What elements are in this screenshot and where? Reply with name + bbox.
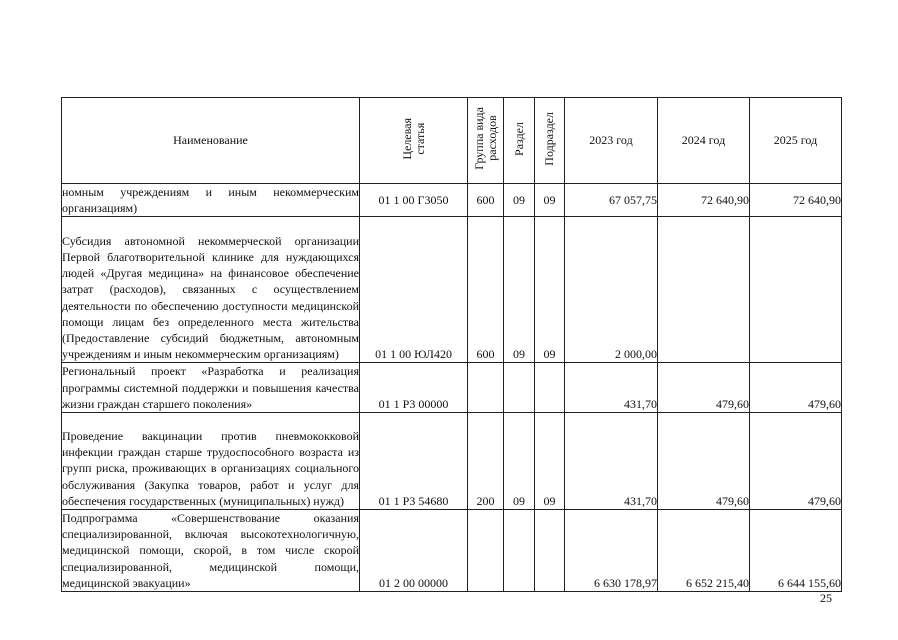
table-row <box>62 217 842 363</box>
row-name: Подпрограмма «Совершенствование оказания специализированной, включая высокотехнологичную, медицинской помощи, скорой, в том числе скорой специализированной, медицинской помощи, медицинской эвакуации» <box>62 511 359 590</box>
row-2023: 6 630 178,97 <box>565 510 658 592</box>
row-2024: 479,60 <box>658 363 750 413</box>
row-2025: 479,60 <box>750 363 842 413</box>
header-section: Раздел <box>504 98 535 184</box>
header-name: Наименование <box>62 98 360 184</box>
row-subsection <box>535 363 565 413</box>
row-section <box>504 510 535 592</box>
row-code: 01 1 00 ЮЛ420 <box>360 217 468 363</box>
table-header-row <box>62 98 842 184</box>
header-2024: 2024 год <box>658 98 750 184</box>
row-2024: 6 652 215,40 <box>658 510 750 592</box>
row-2025 <box>750 217 842 363</box>
row-group: 600 <box>468 184 504 217</box>
table-row <box>62 510 842 592</box>
header-2023: 2023 год <box>565 98 658 184</box>
row-name: Проведение вакцинации против пневмококковой инфекции граждан старше трудоспособного возраста из групп риска, проживающих в организациях социального обслуживания (Закупка товаров, работ и услуг для обеспечения государственных (муниципальных) нужд) <box>62 413 360 510</box>
table-row <box>62 184 842 217</box>
row-code: 01 1 P3 54680 <box>360 413 468 510</box>
row-2025: 6 644 155,60 <box>750 510 842 592</box>
row-2024: 479,60 <box>658 413 750 510</box>
row-2023: 2 000,00 <box>565 217 658 363</box>
row-subsection: 09 <box>535 217 565 363</box>
row-2025: 479,60 <box>750 413 842 510</box>
row-2025: 72 640,90 <box>750 184 842 217</box>
row-2023: 431,70 <box>565 363 658 413</box>
header-target: Целевая статья <box>360 98 468 184</box>
row-name: Субсидия автономной некоммерческой организации Первой благотворительной клинике для нуждающихся людей «Другая медицина» на финансовое обеспечение затрат (расходов), связанных с осуществлением деятельности по обеспечению доступности медицинской помощи лицам без определенного места жительства (Предоставление субсидий бюджетным, автономным учреждениям и иным некоммерческим организациям) <box>62 217 360 363</box>
row-group: 600 <box>468 217 504 363</box>
row-section: 09 <box>504 184 535 217</box>
row-section: 09 <box>504 413 535 510</box>
row-2023: 67 057,75 <box>565 184 658 217</box>
row-group <box>468 363 504 413</box>
row-2023: 431,70 <box>565 413 658 510</box>
row-2024 <box>658 217 750 363</box>
row-subsection: 09 <box>535 184 565 217</box>
row-group: 200 <box>468 413 504 510</box>
row-subsection: 09 <box>535 413 565 510</box>
row-section: 09 <box>504 217 535 363</box>
table-row <box>62 363 842 413</box>
row-name: номным учреждениям и иным некоммерческим организациям) <box>62 185 359 216</box>
row-section <box>504 363 535 413</box>
row-code: 01 1 00 Г3050 <box>360 184 468 217</box>
budget-table <box>61 97 842 592</box>
header-group: Группа вида расходов <box>468 98 504 184</box>
table-row <box>62 413 842 510</box>
row-code: 01 1 P3 00000 <box>360 363 468 413</box>
header-2025: 2025 год <box>750 98 842 184</box>
row-group <box>468 510 504 592</box>
page-number: 25 <box>820 591 832 605</box>
row-name: Региональный проект «Разработка и реализация программы системной поддержки и повышения качества жизни граждан старшего поколения» <box>62 364 359 411</box>
header-subsection: Подраздел <box>535 98 565 184</box>
row-2024: 72 640,90 <box>658 184 750 217</box>
row-subsection <box>535 510 565 592</box>
row-code: 01 2 00 00000 <box>360 510 468 592</box>
